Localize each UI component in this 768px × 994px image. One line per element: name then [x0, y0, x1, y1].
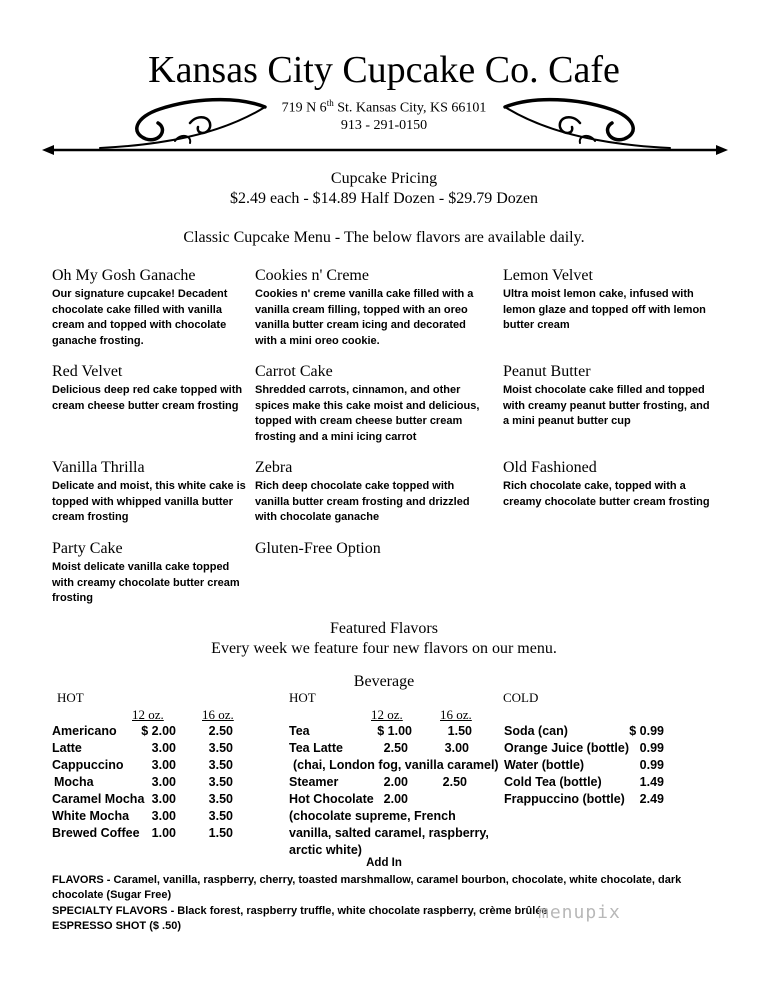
beverage-name: Frappuccino (bottle) [504, 792, 625, 806]
beverage-price: $ 2.00 [141, 724, 176, 738]
menu-item-red-velvet [52, 362, 247, 414]
menu-item-zebra [255, 458, 470, 526]
add-in-flavors [52, 873, 712, 903]
menu-item-party-cake [52, 539, 247, 607]
beverage-price: 1.49 [639, 775, 664, 789]
item-description: Rich deep chocolate cake topped with vanilla butter cream frosting and drizzled with chocolate ganache [255, 480, 470, 523]
hot-tea-header: HOT [289, 690, 316, 705]
pricing-line: $2.49 each - $14.89 Half Dozen - $29.79 Dozen [230, 190, 538, 207]
item-name: Red Velvet [52, 363, 123, 380]
beverage-price: 3.50 [208, 809, 233, 823]
beverage-price: 2.49 [639, 792, 664, 806]
beverage-price: 2.50 [208, 724, 233, 738]
item-description: Cookies n' creme vanilla cake filled with a vanilla cream filling, topped with an oreo vanilla butter cream icing and decorated with a mini oreo cookie. [255, 288, 474, 347]
beverage-name: Latte [52, 741, 82, 755]
item-description: Moist delicate vanilla cake topped with creamy chocolate butter cream frosting [52, 561, 240, 604]
watermark-logo: menupix [538, 902, 621, 923]
beverage-name: Water (bottle) [504, 758, 585, 772]
beverage-name: Americano [52, 724, 117, 738]
beverage-name: Soda (can) [504, 724, 568, 738]
address-block [0, 95, 768, 134]
item-description: Moist chocolate cake filled and topped with creamy peanut butter frosting, and a mini peanut butter cup [503, 384, 710, 427]
hot-chocolate-note-line: vanilla, salted caramel, raspberry, [289, 826, 489, 840]
beverage-name: Cappuccino [52, 758, 124, 772]
item-name: Cookies n' Creme [255, 267, 369, 284]
item-name: Party Cake [52, 540, 123, 557]
item-description: Shredded carrots, cinnamon, and other spices make this cake moist and delicious, topped with cream cheese butter cream frosting and a mini icing carrot [255, 384, 480, 443]
item-description: Rich chocolate cake, topped with a creamy chocolate butter cream frosting [503, 480, 710, 508]
beverage-price: 3.00 [151, 758, 176, 772]
beverage-price: 0.99 [639, 741, 664, 755]
beverage-name: Brewed Coffee [52, 826, 140, 840]
item-description: Delicious deep red cake topped with cream cheese butter cream frosting [52, 384, 243, 412]
menu-item-oh-my-gosh-ganache [52, 266, 247, 349]
beverage-price: 3.50 [208, 758, 233, 772]
menu-item-vanilla-thrilla [52, 458, 247, 526]
steamer-name: Steamer [289, 775, 339, 789]
add-in-title: Add In [366, 857, 402, 869]
menu-item-cookies-n-creme [255, 266, 480, 349]
tea-latte-price-12: 2.50 [383, 741, 408, 755]
add-in-specialty-flavors: SPECIALTY FLAVORS - Black forest, raspberry truffle, white chocolate raspberry, crème brûlée [52, 905, 548, 917]
hot-coffee-prices-16 [200, 723, 233, 842]
beverage-name: White Mocha [52, 809, 130, 823]
item-name: Gluten-Free Option [255, 540, 381, 557]
hot-tea-size-12: 12 oz. [371, 707, 403, 722]
beverage-name: Caramel Mocha [52, 792, 145, 806]
item-name: Carrot Cake [255, 363, 333, 380]
tea-price-12: $ 1.00 [377, 724, 412, 738]
item-name: Lemon Velvet [503, 267, 593, 284]
hot-chocolate-note [289, 808, 489, 859]
item-name: Peanut Butter [503, 363, 591, 380]
beverage-name: Cold Tea (bottle) [504, 775, 602, 789]
hot-chocolate-note-line: (chocolate supreme, French [289, 809, 456, 823]
hot-coffee-size-12: 12 oz. [132, 707, 164, 722]
cold-drink-names [504, 723, 629, 808]
add-in-flavors-line: FLAVORS - Caramel, vanilla, raspberry, cherry, toasted marshmallow, caramel bourbon, chocolate, white chocolate, dark [52, 874, 682, 886]
menu-item-gluten-free-option [255, 539, 470, 558]
item-description: Delicate and moist, this white cake is topped with whipped vanilla butter cream frosting [52, 480, 246, 523]
beverage-price: 0.99 [639, 758, 664, 772]
hot-coffee-size-16: 16 oz. [202, 707, 234, 722]
address-line: 719 N 6th St. Kansas City, KS 66101 [281, 98, 487, 116]
add-in-espresso-shot: ESPRESSO SHOT ($ .50) [52, 920, 181, 932]
hot-chocolate-name: Hot Chocolate [289, 792, 374, 806]
beverage-price: 3.00 [151, 792, 176, 806]
steamer-price-12: 2.00 [383, 775, 408, 789]
tea-latte-price-16: 3.00 [444, 741, 469, 755]
phone-number: 913 - 291-0150 [340, 117, 428, 133]
item-description: Ultra moist lemon cake, infused with lemon glaze and topped off with lemon butter cream [503, 288, 706, 331]
tea-name: Tea [289, 724, 310, 738]
beverage-title: Beverage [353, 673, 415, 690]
beverage-price: 1.50 [208, 826, 233, 840]
beverage-price: $ 0.99 [629, 724, 664, 738]
tea-price-16: 1.50 [447, 724, 472, 738]
hot-coffee-prices-12 [138, 723, 176, 842]
menu-item-lemon-velvet [503, 266, 718, 334]
featured-flavors-title: Featured Flavors [330, 620, 438, 637]
beverage-price: 3.50 [208, 792, 233, 806]
item-name: Vanilla Thrilla [52, 459, 145, 476]
hot-coffee-header: HOT [57, 690, 84, 705]
ordinal-suffix: th [326, 98, 334, 108]
add-in-flavors-line: chocolate (Sugar Free) [52, 889, 172, 901]
tea-latte-note: (chai, London fog, vanilla caramel) [293, 758, 499, 772]
hot-chocolate-price-12: 2.00 [383, 792, 408, 806]
pricing-title: Cupcake Pricing [330, 170, 438, 187]
beverage-price: 3.00 [151, 775, 176, 789]
beverage-name: Orange Juice (bottle) [504, 741, 630, 755]
menu-item-old-fashioned [503, 458, 718, 510]
menu-item-carrot-cake [255, 362, 485, 445]
classic-menu-title: Classic Cupcake Menu - The below flavors are available daily. [183, 229, 585, 246]
beverage-price: 3.00 [151, 809, 176, 823]
item-name: Oh My Gosh Ganache [52, 267, 196, 284]
beverage-price: 3.00 [151, 741, 176, 755]
beverage-price: 3.50 [208, 775, 233, 789]
hot-tea-size-16: 16 oz. [440, 707, 472, 722]
page-title: Kansas City Cupcake Co. Cafe [148, 49, 620, 91]
cold-drink-prices [622, 723, 664, 808]
item-name: Old Fashioned [503, 459, 597, 476]
item-description: Our signature cupcake! Decadent chocolate cake filled with vanilla cream and topped with chocolate ganache frosting. [52, 288, 228, 347]
tea-latte-name: Tea Latte [289, 741, 343, 755]
hot-coffee-names [52, 723, 144, 842]
hot-chocolate-note-line: arctic white) [289, 843, 362, 857]
beverage-price: 1.00 [151, 826, 176, 840]
steamer-price-16: 2.50 [442, 775, 467, 789]
item-name: Zebra [255, 459, 293, 476]
beverage-price: 3.50 [208, 741, 233, 755]
cold-drinks-header: COLD [503, 690, 539, 705]
menu-item-peanut-butter [503, 362, 718, 430]
featured-flavors-description: Every week we feature four new flavors on our menu. [211, 640, 557, 657]
beverage-name: Mocha [54, 775, 94, 789]
